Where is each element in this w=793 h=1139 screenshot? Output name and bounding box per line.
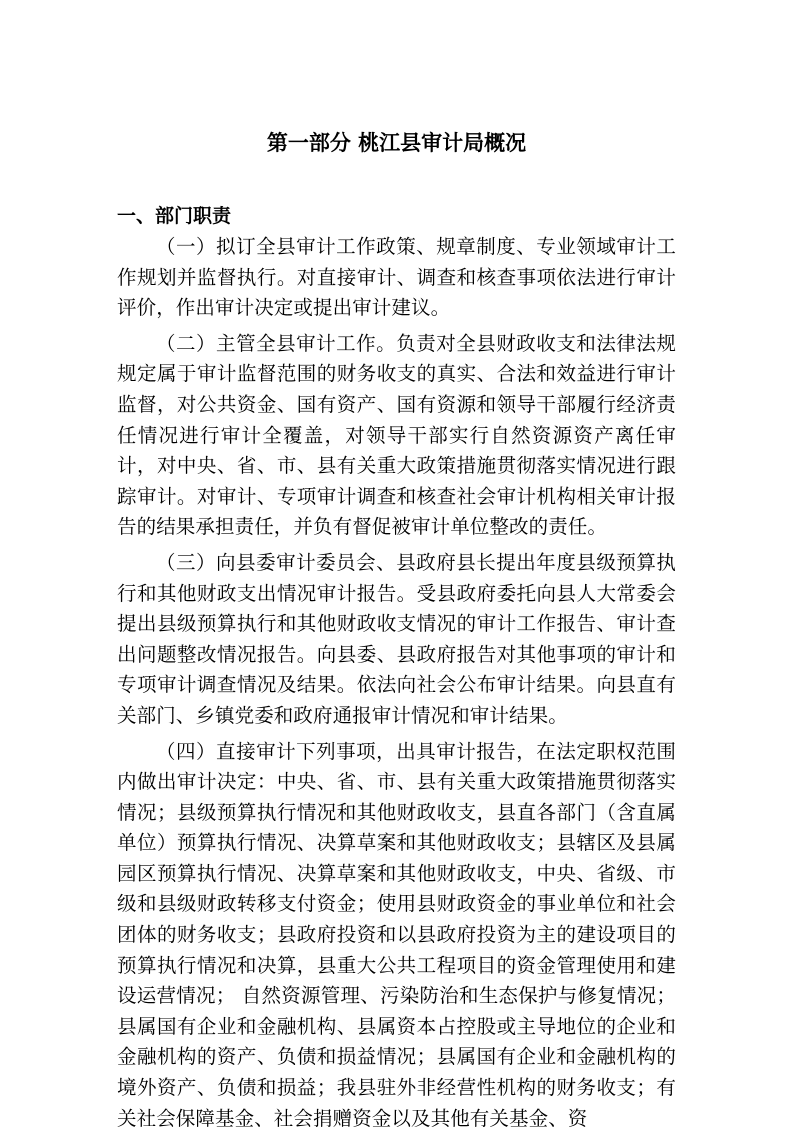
section-heading-department-duties: 一、部门职责 [117, 205, 232, 227]
document-body [117, 201, 676, 1139]
paragraph-duty-2: （二）主管全县审计工作。负责对全县财政收支和法律法规规定属于审计监督范围的财务收支的真实、合法和效益进行审计监督，对公共资金、国有资产、国有资源和领导干部履行经济责任情况进行审计全覆盖，对领导干部实行自然资源资产离任审计，对中央、省、市、县有关重大政策措施贯彻落实情况进行跟踪审计。对审计、专项审计调查和核查社会审计机构相关审计报告的结果承担责任，并负有督促被审计单位整改的责任。 [117, 331, 676, 539]
page-title: 第一部分 桃江县审计局概况 [266, 131, 527, 155]
paragraph-duty-1: （一）拟订全县审计工作政策、规章制度、专业领域审计工作规划并监督执行。对直接审计、调查和核查事项依法进行审计评价，作出审计决定或提出审计建议。 [117, 235, 676, 320]
paragraph-duty-3: （三）向县委审计委员会、县政府县长提出年度县级预算执行和其他财政支出情况审计报告。受县政府委托向县人大常委会提出县级预算执行和其他财政收支情况的审计工作报告、审计查出问题整改情况报告。向县委、县政府报告对其他事项的审计和专项审计调查情况及结果。依法向社会公布审计结果。向县直有关部门、乡镇党委和政府通报审计情况和审计结果。 [117, 550, 676, 727]
paragraph-duty-4: （四）直接审计下列事项，出具审计报告，在法定职权范围内做出审计决定：中央、省、市、县有关重大政策措施贯彻落实情况；县级预算执行情况和其他财政收支，县直各部门（含直属单位）预算执行情况、决算草案和其他财政收支；县辖区及县属园区预算执行情况、决算草案和其他财政收支，中央、省级、市级和县级财政转移支付资金；使用县财政资金的事业单位和社会团体的财务收支；县政府投资和以县政府投资为主的建设项目的预算执行情况和决算，县重大公共工程项目的资金管理使用和建设运营情况； 自然资源管理、污染防治和生态保护与修复情况；县属国有企业和金融机构、县属资本占控股或主导地位的企业和金融机构的资产、负债和损益情况；县属国有企业和金融机构的境外资产、负债和损益；我县驻外非经营性机构的财务收支；有关社会保障基金、社会捐赠资金以及其他有关基金、资 [117, 739, 676, 1130]
